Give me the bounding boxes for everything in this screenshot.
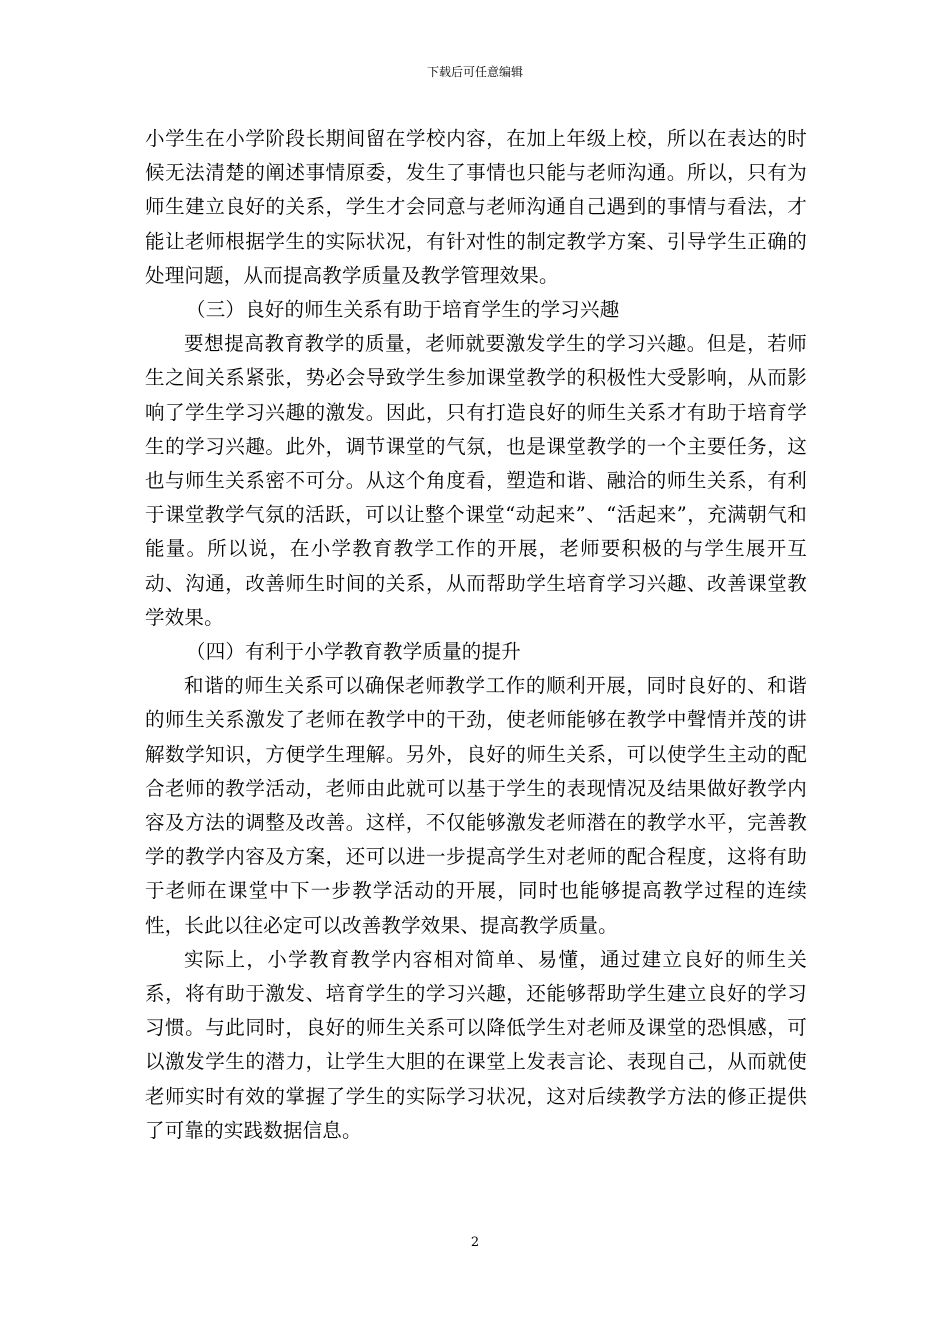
paragraph-continuation: 小学生在小学阶段长期间留在学校内容，在加上年级上校，所以在表达的时候无法清楚的阐述事情原委，发生了事情也只能与老师沟通。所以，只有为师生建立良好的关系，学生才会同意与老师沟通自己遇到的事情与看法，才能让老师根据学生的实际状况，有针对性的制定教学方案、引导学生正确的处理问题，从而提高教学质量及教学管理效果。 <box>145 127 807 287</box>
section-heading-4: （四）有利于小学教育教学质量的提升 <box>186 640 521 664</box>
paragraph-conclusion: 实际上，小学教育教学内容相对简单、易懂，通过建立良好的师生关系，将有助于激发、培育学生的学习兴趣，还能够帮助学生建立良好的学习习惯。与此同时，良好的师生关系可以降低学生对老师及课堂的恐惧感，可以激发学生的潜力，让学生大胆的在课堂上发表言论、表现自己，从而就使老师实时有效的掌握了学生的实际学习状况，这对后续教学方法的修正提供了可靠的实践数据信息。 <box>145 947 807 1142</box>
document-body <box>145 122 807 1148</box>
paragraph-learning-interest: 要想提高教育教学的质量，老师就要激发学生的学习兴趣。但是，若师生之间关系紧张，势必会导致学生参加课堂教学的积极性大受影响，从而影响了学生学习兴趣的激发。因此，只有打造良好的师生关系才有助于培育学生的学习兴趣。此外，调节课堂的气氛，也是课堂教学的一个主要任务，这也与师生关系密不可分。从这个角度看，塑造和谐、融洽的师生关系，有利于课堂教学气氛的活跃，可以让整个课堂“动起来”、“活起来”，充满朝气和能量。所以说，在小学教育教学工作的开展，老师要积极的与学生展开互动、沟通，改善师生时间的关系，从而帮助学生培育学习兴趣、改善课堂教学效果。 <box>145 332 807 629</box>
section-heading-3: （三）良好的师生关系有助于培育学生的学习兴趣 <box>186 298 620 322</box>
page-number: 2 <box>470 1235 480 1250</box>
paragraph-teaching-quality: 和谐的师生关系可以确保老师教学工作的顺利开展，同时良好的、和谐的师生关系激发了老师在教学中的干劲，使老师能够在教学中聲情并茂的讲解数学知识，方便学生理解。另外，良好的师生关系，可以使学生主动的配合老师的教学活动，老师由此就可以基于学生的表现情况及结果做好教学内容及方法的调整及改善。这样，不仅能够激发老师潜在的教学水平，完善教学的教学内容及方案，还可以进一步提高学生对老师的配合程度，这将有助于老师在课堂中下一步教学活动的开展，同时也能够提高教学过程的连续性，长此以往必定可以改善教学效果、提高教学质量。 <box>145 674 807 937</box>
page-header: 下载后可任意编辑 <box>426 65 523 79</box>
